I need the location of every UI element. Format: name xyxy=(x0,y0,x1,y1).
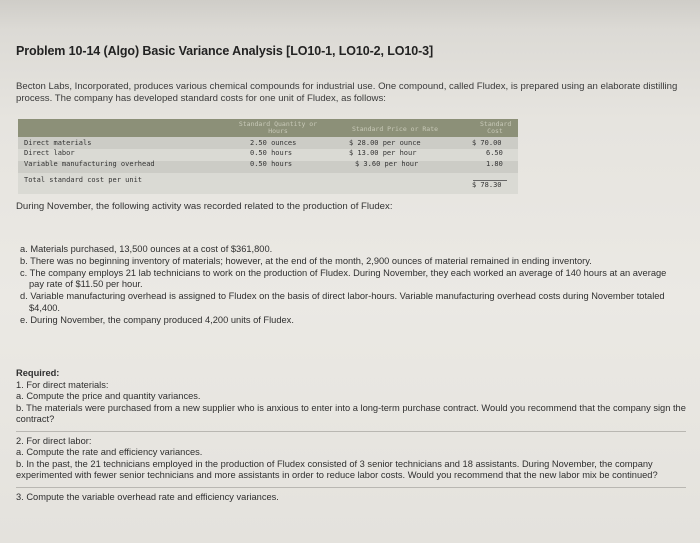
part3-title: 3. Compute the variable overhead rate and efficiency variances. xyxy=(16,491,279,502)
part2-title: 2. For direct labor: xyxy=(16,435,92,446)
row-quantity-direct-materials: 2.50 ounces xyxy=(250,139,297,147)
november-intro: During November, the following activity was recorded related to the production of Fludex: xyxy=(16,201,393,212)
part1-b: b. The materials were purchased from a new supplier who is anxious to enter into a long-term purchase contract. Would you recommend that the company sign the contract? xyxy=(16,402,686,424)
row-price-variable-overhead: $ 3.60 per hour xyxy=(355,160,419,168)
activity-item-e: e. During November, the company produced 4,200 units of Fludex. xyxy=(20,314,294,325)
total-cost: $ 78.30 xyxy=(472,181,502,189)
row-cost-direct-materials: $ 70.00 xyxy=(472,139,502,147)
intro-paragraph: Becton Labs, Incorporated, produces various chemical compounds for industrial use. One compound, called Fludex, is prepared using an elaborate distilling process. The company has developed standard costs for one unit of Fludex, as follows: xyxy=(16,81,678,104)
row-quantity-direct-labor: 0.50 hours xyxy=(250,149,293,157)
row-price-direct-labor: $ 13.00 per hour xyxy=(349,149,417,157)
activity-list xyxy=(20,244,680,327)
activity-item-d: d. Variable manufacturing overhead is assigned to Fludex on the basis of direct labor-hours. Variable manufacturing overhead costs during November totaled $4,400. xyxy=(20,291,665,313)
header-standard-price: Standard Price or Rate xyxy=(351,125,439,133)
row-cost-direct-labor: 6.50 xyxy=(486,149,503,157)
row-price-direct-materials: $ 28.00 per ounce xyxy=(349,139,421,147)
activity-item-a: a. Materials purchased, 13,500 ounces at a cost of $361,800. xyxy=(20,244,273,254)
required-heading: Required: xyxy=(16,368,60,378)
row-cost-variable-overhead: 1.80 xyxy=(486,160,503,168)
part1-title: 1. For direct materials: xyxy=(16,379,109,390)
row-label-direct-materials: Direct materials xyxy=(24,139,92,147)
total-label: Total standard cost per unit xyxy=(24,176,143,184)
row-label-variable-overhead: Variable manufacturing overhead xyxy=(24,160,155,168)
part2-a: a. Compute the rate and efficiency variances. xyxy=(16,447,203,457)
section-divider xyxy=(16,487,686,488)
header-standard-quantity: Standard Quantity or Hours xyxy=(238,120,318,135)
activity-item-c: c. The company employs 21 lab technicians to work on the production of Fludex. During November, they each worked an average of 140 hours at an average pay rate of $11.50 per hour. xyxy=(20,267,667,290)
problem-title: Problem 10-14 (Algo) Basic Variance Analysis [LO10-1, LO10-2, LO10-3] xyxy=(16,44,434,58)
header-standard-cost: Standard Cost xyxy=(480,120,512,135)
required-section xyxy=(16,368,686,503)
row-quantity-variable-overhead: 0.50 hours xyxy=(250,160,293,168)
section-divider xyxy=(16,431,686,432)
activity-item-b: b. There was no beginning inventory of materials; however, at the end of the month, 2,900 ounces of material remained in ending inventory. xyxy=(20,255,592,266)
part2-b: b. In the past, the 21 technicians employed in the production of Fludex consisted of 3 senior technicians and 18 assistants. During November, the company experimented with fewer senior technicians and more assistants in order to reduce labor costs. Would you recommend that the new labor mix be continued? xyxy=(16,458,658,480)
part1-a: a. Compute the price and quantity variances. xyxy=(16,391,201,401)
row-label-direct-labor: Direct labor xyxy=(24,149,75,157)
standard-cost-table xyxy=(18,119,518,194)
